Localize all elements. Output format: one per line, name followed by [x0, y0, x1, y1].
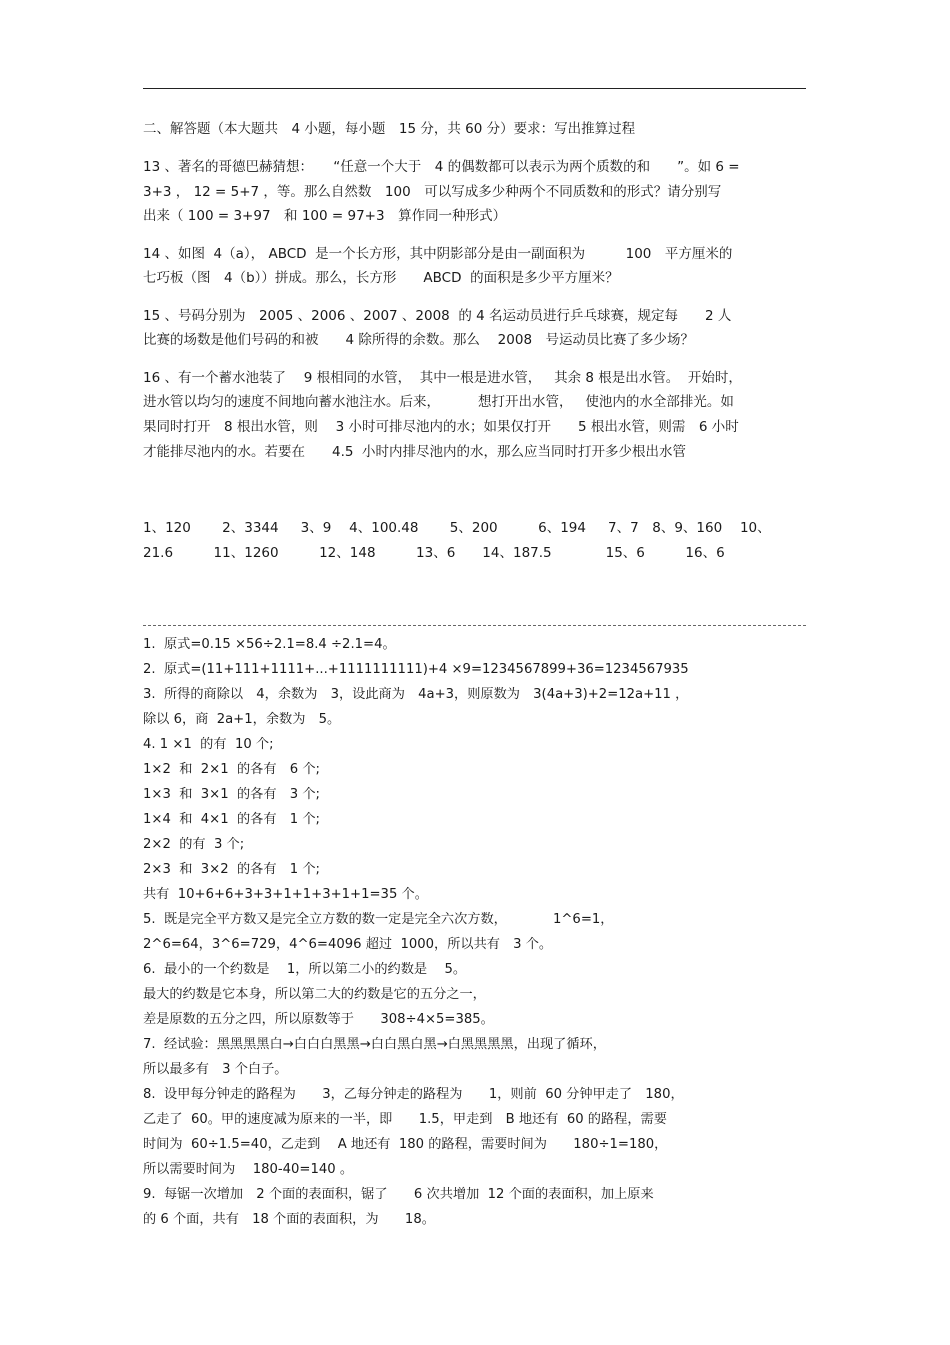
question-13-line-2: 3+3 ， 12 = 5+7 ，等。那么自然数 100 可以写成多少种两个不同质数和的形式？请分别写 [143, 184, 722, 200]
solution-line: 1×3 和 3×1 的各有 3 个; [143, 787, 320, 802]
solution-line: 5. 既是完全平方数又是完全立方数的数一定是完全六次方数， 1^6=1， [143, 912, 614, 927]
solution-line: 的 6 个面，共有 18 个面的表面积，为 18。 [143, 1212, 435, 1227]
solution-line: 除以 6，商 2a+1，余数为 5。 [143, 712, 341, 727]
solution-line: 4. 1 ×1 的有 10 个; [143, 737, 274, 752]
solution-line: 差是原数的五分之四，所以原数等于 308÷4×5=385。 [143, 1012, 494, 1027]
question-13-line-3: 出来（ 100 = 3+97 和 100 = 97+3 算作同一种形式） [143, 208, 507, 224]
question-13-line-1: 13 、著名的哥德巴赫猜想： “任意一个大于 4 的偶数都可以表示为两个质数的和 ”。如 6 = [143, 159, 740, 175]
solution-line: 2×2 的有 3 个; [143, 837, 245, 852]
question-14-line-2: 七巧板（图 4（b））拼成。那么，长方形 ABCD 的面积是多少平方厘米？ [143, 270, 619, 286]
question-16-line-2: 进水管以均匀的速度不间地向蓄水池注水。后来， 想打开出水管， 使池内的水全部排光。如 [143, 394, 734, 410]
solution-line: 1×2 和 2×1 的各有 6 个; [143, 762, 320, 777]
solution-line: 6. 最小的一个约数是 1，所以第二小的约数是 5。 [143, 962, 467, 977]
solution-line: 乙走了 60。甲的速度减为原来的一半，即 1.5，甲走到 B 地还有 60 的路程，需要 [143, 1112, 667, 1127]
solution-line: 所以需要时间为 180-40=140 。 [143, 1162, 354, 1177]
solution-line: 1×4 和 4×1 的各有 1 个; [143, 812, 320, 827]
solution-line: 共有 10+6+6+3+3+1+1+3+1+1=35 个。 [143, 887, 428, 902]
solution-line: 2^6=64，3^6=729，4^6=4096 超过 1000，所以共有 3 个。 [143, 937, 553, 952]
question-15-line-2: 比赛的场数是他们号码的和被 4 除所得的余数。那么 2008 号运动员比赛了多少场？ [143, 332, 695, 348]
solution-line: 最大的约数是它本身，所以第二大的约数是它的五分之一， [143, 987, 486, 1002]
question-15-line-1: 15 、号码分别为 2005 、2006 、2007 、2008 的 4 名运动员进行乒乓球赛，规定每 2 人 [143, 308, 732, 324]
question-16-line-1: 16 、有一个蓄水池装了 9 根相同的水管， 其中一根是进水管， 其余 8 根是出水管。 开始时， [143, 370, 742, 386]
answers-line-2: 21.6 11、1260 12、148 13、6 14、187.5 15、6 16、6 [143, 545, 725, 561]
section-header: 二、解答题（本大题共 4 小题，每小题 15 分，共 60 分）要求：写出推算过程 [143, 121, 636, 137]
solution-line: 9. 每锯一次增加 2 个面的表面积，锯了 6 次共增加 12 个面的表面积，加上原来 [143, 1187, 654, 1202]
question-16-line-3: 果同时打开 8 根出水管，则 3 小时可排尽池内的水；如果仅打开 5 根出水管，则需 6 小时 [143, 419, 739, 435]
solution-line: 8. 设甲每分钟走的路程为 3，乙每分钟走的路程为 1，则前 60 分钟甲走了 180， [143, 1087, 684, 1102]
solution-line: 2×3 和 3×2 的各有 1 个; [143, 862, 320, 877]
top-rule [143, 88, 806, 89]
question-16-line-4: 才能排尽池内的水。若要在 4.5 小时内排尽池内的水，那么应当同时打开多少根出水管 [143, 444, 687, 460]
question-14-line-1: 14 、如图 4（a）， ABCD 是一个长方形，其中阴影部分是由一副面积为 100 平方厘米的 [143, 246, 733, 262]
solution-line: 2. 原式=(11+111+1111+...+1111111111)+4 ×9=1234567899+36=1234567935 [143, 662, 689, 677]
solution-line: 所以最多有 3 个白子。 [143, 1062, 288, 1077]
solution-line: 时间为 60÷1.5=40，乙走到 A 地还有 180 的路程，需要时间为 180÷1=180， [143, 1137, 668, 1152]
solution-line: 3. 所得的商除以 4，余数为 3，设此商为 4a+3，则原数为 3(4a+3)+2=12a+11 ， [143, 687, 689, 702]
solution-line: 7. 经试验：黑黑黑黑白→白白白黑黑→白白黑白黑→白黑黑黑黑，出现了循环， [143, 1037, 606, 1052]
dashed-divider [143, 625, 806, 626]
answers-line-1: 1、120 2、3344 3、9 4、100.48 5、200 6、194 7、7 8、9、160 10、 [143, 520, 771, 536]
solution-line: 1. 原式=0.15 ×56÷2.1=8.4 ÷2.1=4。 [143, 637, 396, 652]
